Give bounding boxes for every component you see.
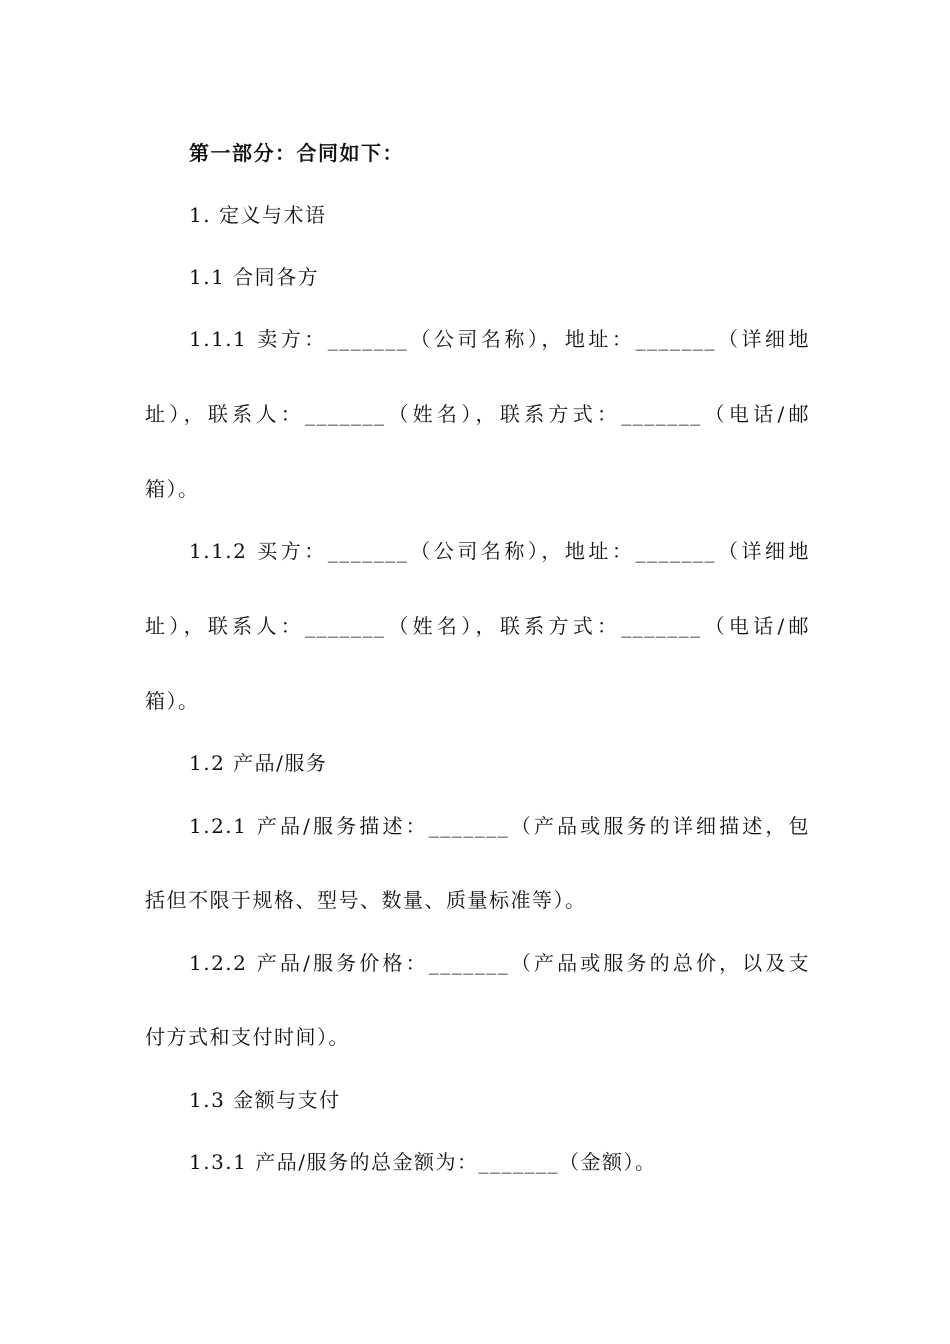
heading-1: 1. 定义与术语 — [189, 203, 327, 227]
clause-1-2-2-line-2: 付方式和支付时间）。 — [145, 1025, 350, 1049]
clause-1-2-2-line-1: 1.2.2 产品/服务价格：_______（产品或服务的总价，以及支 — [189, 951, 810, 975]
clause-1-3-1-line-1: 1.3.1 产品/服务的总金额为：_______（金额）。 — [189, 1150, 657, 1174]
clause-1-1-1-line-2: 址），联系人：_______（姓名），联系方式：_______（电话/邮 — [145, 402, 810, 426]
clause-1-1-1-line-1: 1.1.1 卖方：_______（公司名称），地址：_______（详细地 — [189, 327, 810, 351]
heading-1-2: 1.2 产品/服务 — [189, 751, 328, 775]
clause-1-1-2-line-1: 1.1.2 买方：_______（公司名称），地址：_______（详细地 — [189, 539, 810, 563]
clause-1-2-1-line-1: 1.2.1 产品/服务描述：_______（产品或服务的详细描述，包 — [189, 814, 810, 838]
clause-1-1-2-line-2: 址），联系人：_______（姓名），联系方式：_______（电话/邮 — [145, 614, 810, 638]
heading-1-1: 1.1 合同各方 — [189, 265, 320, 289]
section-title: 第一部分：合同如下： — [189, 141, 404, 165]
clause-1-1-1-line-3: 箱）。 — [145, 477, 200, 501]
clause-1-1-2-line-3: 箱）。 — [145, 689, 200, 713]
clause-1-2-1-line-2: 括但不限于规格、型号、数量、质量标准等）。 — [145, 888, 587, 912]
heading-1-3: 1.3 金额与支付 — [189, 1088, 341, 1112]
